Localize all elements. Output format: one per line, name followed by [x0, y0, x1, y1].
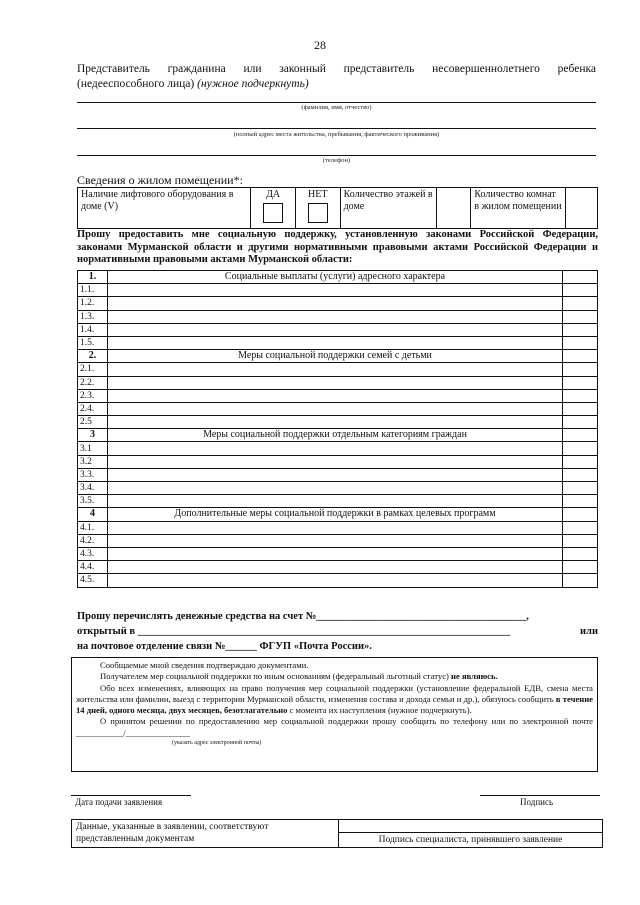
table-row — [78, 442, 598, 455]
measure-input[interactable] — [108, 482, 563, 495]
table-row — [78, 482, 598, 495]
table-row — [78, 547, 598, 560]
row-number: 4.3. — [78, 547, 108, 560]
section-header — [78, 271, 598, 284]
confirmation-box — [71, 657, 598, 772]
measures-table — [77, 270, 598, 588]
row-number: 4.2. — [78, 534, 108, 547]
section-number: 3 — [78, 429, 108, 442]
row-number: 2.1. — [78, 363, 108, 376]
section-mark-cell — [563, 350, 598, 363]
section-number: 2. — [78, 350, 108, 363]
measure-input[interactable] — [108, 363, 563, 376]
measure-mark[interactable] — [563, 561, 598, 574]
measure-mark[interactable] — [563, 455, 598, 468]
section-title: Дополнительные меры социальной поддержки в рамках целевых программ — [108, 508, 563, 521]
yes-cell — [251, 188, 296, 229]
table-row — [78, 402, 598, 415]
row-number: 2.4. — [78, 402, 108, 415]
table-row — [78, 284, 598, 297]
measure-input[interactable] — [108, 297, 563, 310]
elevator-label: Наличие лифтового оборудования в доме (V) — [78, 188, 251, 229]
address-line[interactable] — [77, 128, 596, 129]
floors-label: Количество этажей в доме — [340, 188, 437, 229]
no-checkbox[interactable] — [308, 203, 328, 223]
email-caption: (указать адрес электронной почты) — [172, 740, 262, 747]
measure-input[interactable] — [108, 323, 563, 336]
payment-bank-row — [77, 624, 598, 639]
measure-input[interactable] — [108, 521, 563, 534]
measure-mark[interactable] — [563, 547, 598, 560]
floors-input[interactable] — [437, 188, 471, 229]
table-row — [78, 468, 598, 481]
specialist-label: Подпись специалиста, принявшего заявление — [339, 833, 603, 848]
measure-mark[interactable] — [563, 468, 598, 481]
measure-input[interactable] — [108, 284, 563, 297]
section-number: 4 — [78, 508, 108, 521]
table-row — [78, 534, 598, 547]
row-number: 4.5. — [78, 574, 108, 587]
section-number: 1. — [78, 271, 108, 284]
table-row — [78, 323, 598, 336]
measure-input[interactable] — [108, 561, 563, 574]
verification-left: Данные, указанные в заявлении, соответствуют представленным документам — [72, 820, 339, 848]
measure-mark[interactable] — [563, 336, 598, 349]
row-number: 3.2 — [78, 455, 108, 468]
section-title: Меры социальной поддержки отдельным категориям граждан — [108, 429, 563, 442]
row-number: 3.3. — [78, 468, 108, 481]
row-number: 3.1 — [78, 442, 108, 455]
section-mark-cell — [563, 508, 598, 521]
date-label: Дата подачи заявления — [75, 797, 163, 807]
measure-input[interactable] — [108, 336, 563, 349]
table-row — [78, 297, 598, 310]
measure-mark[interactable] — [563, 376, 598, 389]
yes-checkbox[interactable] — [263, 203, 283, 223]
row-number: 1.2. — [78, 297, 108, 310]
table-row — [78, 310, 598, 323]
measure-mark[interactable] — [563, 495, 598, 508]
measure-input[interactable] — [108, 376, 563, 389]
measure-input[interactable] — [108, 534, 563, 547]
measure-mark[interactable] — [563, 574, 598, 587]
no-label: НЕТ — [308, 189, 328, 200]
row-number: 1.3. — [78, 310, 108, 323]
measure-mark[interactable] — [563, 323, 598, 336]
row-number: 2.2. — [78, 376, 108, 389]
confirm-notify[interactable]: О принятом решении по предоставлению мер социальной поддержки прошу сообщить по телефону или по электронной почте ___________/_______________ — [76, 716, 593, 738]
measure-input[interactable] — [108, 416, 563, 429]
measure-mark[interactable] — [563, 416, 598, 429]
signature-label: Подпись — [520, 797, 554, 807]
page-number: 28 — [314, 38, 326, 52]
name-caption: (фамилия, имя, отчество) — [301, 104, 372, 111]
payment-bank-line[interactable]: открытый в _______________________________________________________________________ — [77, 626, 511, 637]
section-header — [78, 429, 598, 442]
name-line[interactable] — [77, 102, 596, 103]
confirm-changes: Обо всех изменениях, влияющих на право получения мер социальной поддержки (установление федеральной ЕДВ, смена места жительства или фамилии, выезд с территории Мурманской области, изменения состава и дохода семьи и др.), обязуюсь сообщить в течение 14 дней, одного месяца, двух месяцев, безотлагательно с момента их наступления (нужное подчеркнуть). — [76, 682, 593, 716]
table-row — [78, 561, 598, 574]
row-number: 4.4. — [78, 561, 108, 574]
signature-line[interactable] — [480, 795, 600, 796]
table-row — [78, 495, 598, 508]
table-row — [78, 389, 598, 402]
table-row — [78, 574, 598, 587]
row-number: 1.5. — [78, 336, 108, 349]
table-row — [78, 521, 598, 534]
request-text: Прошу предоставить мне социальную поддержку, установленную законами Российской Федерации, законами Мурманской области и другими нормативными правовыми актами Российской Федерации и нормативными правовыми актами Мурманской области: — [77, 229, 598, 265]
date-line[interactable] — [71, 795, 191, 796]
measure-mark[interactable] — [563, 521, 598, 534]
rooms-input[interactable] — [565, 188, 597, 229]
payment-block — [77, 609, 598, 654]
confirm-documents: Сообщаемые мной сведения подтверждаю документами. — [100, 660, 309, 670]
measure-input[interactable] — [108, 495, 563, 508]
measure-input[interactable] — [108, 402, 563, 415]
row-number: 1.4. — [78, 323, 108, 336]
row-number: 2.3. — [78, 389, 108, 402]
row-number: 3.4. — [78, 482, 108, 495]
intro-paragraph — [77, 62, 596, 92]
measure-input[interactable] — [108, 574, 563, 587]
section-header — [78, 508, 598, 521]
address-caption: (полный адрес места жительства, пребывания, фактического проживания) — [233, 131, 440, 138]
rooms-label: Количество комнат в жилом помещении — [471, 188, 565, 229]
row-number: 3.5. — [78, 495, 108, 508]
table-row — [78, 455, 598, 468]
measure-input[interactable] — [108, 310, 563, 323]
section-mark-cell — [563, 429, 598, 442]
measure-mark[interactable] — [563, 442, 598, 455]
measure-mark[interactable] — [563, 310, 598, 323]
section-header — [78, 350, 598, 363]
phone-line[interactable] — [77, 155, 596, 156]
row-number: 1.1. — [78, 284, 108, 297]
confirm-status: Получателем мер социальной поддержки по иным основаниям (федеральный льготный статус) не являюсь. — [100, 671, 498, 682]
table-row — [78, 363, 598, 376]
section-title: Социальные выплаты (услуги) адресного характера — [108, 271, 563, 284]
measure-input[interactable] — [108, 468, 563, 481]
intro-italic-note: (нужное подчеркнуть) — [197, 78, 309, 90]
measure-mark[interactable] — [563, 482, 598, 495]
section-mark-cell — [563, 271, 598, 284]
measure-mark[interactable] — [563, 534, 598, 547]
phone-caption: (телефон) — [322, 157, 351, 164]
row-number: 4.1. — [78, 521, 108, 534]
verification-table — [71, 819, 603, 848]
table-row — [78, 336, 598, 349]
no-cell — [295, 188, 340, 229]
intro-text: Представитель гражданина или законный представитель несовершеннолетнего ребенка (недееспособного лица) — [77, 63, 596, 90]
measure-input[interactable] — [108, 455, 563, 468]
measure-mark[interactable] — [563, 297, 598, 310]
payment-account-line[interactable]: Прошу перечислять денежные средства на счет №________________________________________, — [77, 611, 529, 622]
table-row — [78, 376, 598, 389]
section-title: Меры социальной поддержки семей с детьми — [108, 350, 563, 363]
measure-input[interactable] — [108, 442, 563, 455]
yes-label: ДА — [266, 189, 281, 200]
payment-post-line[interactable]: на почтовое отделение связи №______ ФГУП «Почта России». — [77, 641, 372, 652]
housing-title: Сведения о жилом помещении*: — [77, 173, 243, 187]
housing-table — [77, 187, 598, 229]
specialist-signature-cell[interactable] — [339, 820, 603, 833]
row-number: 2.5 — [78, 416, 108, 429]
payment-or: или — [580, 626, 598, 637]
table-row — [78, 416, 598, 429]
measure-input[interactable] — [108, 547, 563, 560]
measure-mark[interactable] — [563, 389, 598, 402]
measure-mark[interactable] — [563, 402, 598, 415]
measure-input[interactable] — [108, 389, 563, 402]
measure-mark[interactable] — [563, 363, 598, 376]
measure-mark[interactable] — [563, 284, 598, 297]
